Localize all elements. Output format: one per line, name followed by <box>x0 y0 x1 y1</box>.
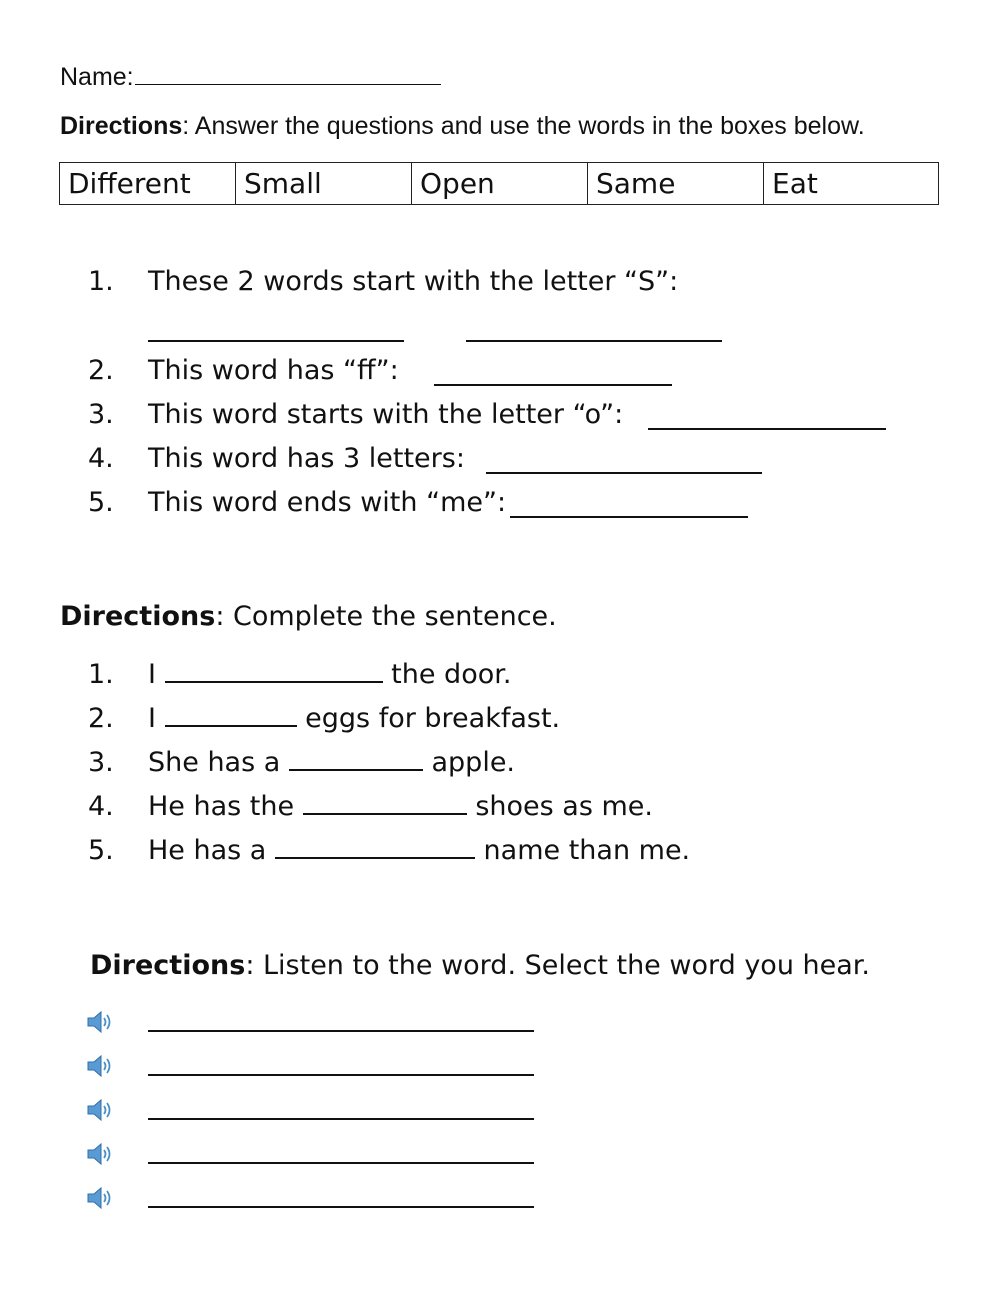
answer-line[interactable] <box>466 318 722 342</box>
question-number: 5. <box>88 487 114 518</box>
answer-line[interactable] <box>148 1074 534 1076</box>
answer-line[interactable] <box>148 1206 534 1208</box>
sentence-after: shoes as me. <box>475 791 653 822</box>
question-text: This word ends with “me”: <box>148 487 507 518</box>
sentence-after: eggs for breakfast. <box>305 703 561 734</box>
audio-row <box>86 1006 546 1040</box>
name-label: Name: <box>60 63 134 91</box>
speaker-icon[interactable] <box>86 1053 114 1079</box>
speaker-icon[interactable] <box>86 1141 114 1167</box>
audio-row <box>86 1182 546 1216</box>
fill-blank[interactable] <box>303 791 467 815</box>
word-bank-cell: Eat <box>772 167 818 200</box>
sentence-before: I <box>148 703 156 734</box>
answer-line[interactable] <box>148 1030 534 1032</box>
question-number: 2. <box>88 355 114 386</box>
question-text: This word starts with the letter “o”: <box>148 399 624 430</box>
speaker-icon[interactable] <box>86 1097 114 1123</box>
name-input-line[interactable] <box>135 60 441 85</box>
sentence-number: 4. <box>88 791 114 822</box>
word-bank-cell: Open <box>412 163 588 204</box>
question-1 <box>88 266 888 302</box>
directions-1-label: Directions <box>60 112 183 140</box>
question-number: 4. <box>88 443 114 474</box>
question-text: This word has 3 letters: <box>148 443 465 474</box>
fill-blank[interactable] <box>165 703 297 727</box>
answer-line[interactable] <box>510 494 748 518</box>
directions-1-text: : Answer the questions and use the words in the boxes below. <box>182 112 865 140</box>
directions-3-label: Directions <box>90 950 246 981</box>
sentence-after: the door. <box>391 659 512 690</box>
sentence-after: name than me. <box>483 835 691 866</box>
sentence-number: 1. <box>88 659 114 690</box>
audio-row <box>86 1050 546 1084</box>
speaker-icon[interactable] <box>86 1185 114 1211</box>
sentence-2 <box>88 703 888 739</box>
question-5 <box>88 487 888 523</box>
question-number: 1. <box>88 266 114 297</box>
answer-line[interactable] <box>486 450 762 474</box>
answer-line[interactable] <box>148 1162 534 1164</box>
answer-line[interactable] <box>434 362 672 386</box>
sentence-number: 5. <box>88 835 114 866</box>
question-text: This word has “ff”: <box>148 355 399 386</box>
word-bank-table <box>59 162 939 205</box>
sentence-number: 3. <box>88 747 114 778</box>
sentence-after: apple. <box>431 747 516 778</box>
sentence-before: She has a <box>148 747 281 778</box>
fill-blank[interactable] <box>289 747 423 771</box>
sentence-1 <box>88 659 888 695</box>
audio-row <box>86 1094 546 1128</box>
directions-2-label: Directions <box>60 601 216 632</box>
fill-blank[interactable] <box>165 659 383 683</box>
question-text: These 2 words start with the letter “S”: <box>148 266 679 297</box>
directions-1 <box>60 112 865 141</box>
audio-row <box>86 1138 546 1172</box>
word-bank-cell: Different <box>60 163 236 204</box>
sentence-4 <box>88 791 888 827</box>
sentence-3 <box>88 747 888 783</box>
sentence-before: He has the <box>148 791 295 822</box>
sentence-number: 2. <box>88 703 114 734</box>
answer-line[interactable] <box>648 406 886 430</box>
name-row <box>60 60 441 92</box>
speaker-icon[interactable] <box>86 1009 114 1035</box>
fill-blank[interactable] <box>275 835 475 859</box>
sentence-before: He has a <box>148 835 267 866</box>
directions-2 <box>60 601 557 632</box>
answer-line[interactable] <box>148 318 404 342</box>
sentence-before: I <box>148 659 156 690</box>
directions-3-text: : Listen to the word. Select the word you hear. <box>245 950 870 981</box>
sentence-5 <box>88 835 888 871</box>
word-bank-cell: Small <box>236 163 412 204</box>
word-bank-cell: Same <box>588 163 764 204</box>
directions-3 <box>90 950 870 981</box>
question-number: 3. <box>88 399 114 430</box>
directions-2-text: : Complete the sentence. <box>215 601 557 632</box>
answer-line[interactable] <box>148 1118 534 1120</box>
